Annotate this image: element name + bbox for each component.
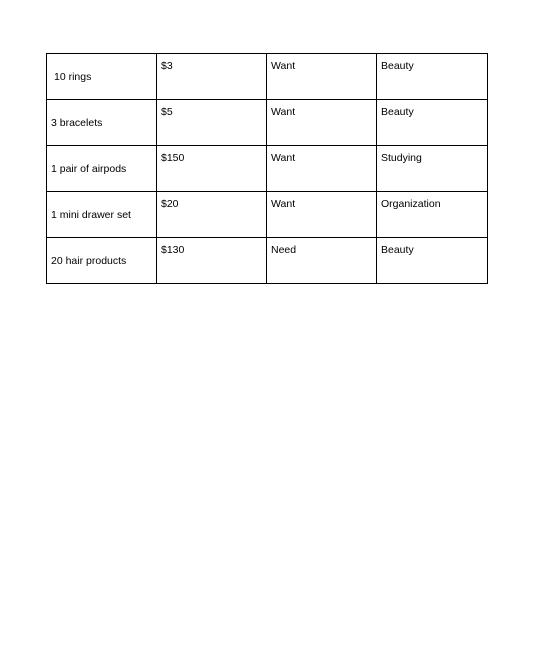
type-cell bbox=[267, 238, 377, 284]
category-cell bbox=[377, 146, 488, 192]
item-name: 10 rings bbox=[54, 71, 92, 83]
item-cost: $150 bbox=[161, 152, 185, 164]
cost-cell bbox=[157, 146, 267, 192]
item-category: Beauty bbox=[381, 244, 414, 256]
item-cell bbox=[47, 192, 157, 238]
table-row bbox=[47, 100, 488, 146]
item-category: Studying bbox=[381, 152, 422, 164]
cost-cell bbox=[157, 192, 267, 238]
type-cell bbox=[267, 100, 377, 146]
item-cell bbox=[47, 54, 157, 100]
table-row bbox=[47, 146, 488, 192]
item-cell bbox=[47, 100, 157, 146]
item-type: Need bbox=[271, 244, 297, 256]
item-name: 3 bracelets bbox=[51, 117, 103, 129]
category-cell bbox=[377, 54, 488, 100]
purchases-table bbox=[46, 53, 488, 284]
table-row bbox=[47, 192, 488, 238]
item-name: 1 mini drawer set bbox=[51, 209, 131, 221]
item-cell bbox=[47, 238, 157, 284]
item-type: Want bbox=[271, 198, 296, 210]
item-category: Beauty bbox=[381, 60, 414, 72]
cost-cell bbox=[157, 238, 267, 284]
item-cost: $3 bbox=[161, 60, 173, 72]
item-category: Organization bbox=[381, 198, 441, 210]
category-cell bbox=[377, 238, 488, 284]
item-cost: $5 bbox=[161, 106, 173, 118]
item-type: Want bbox=[271, 106, 296, 118]
item-name: 1 pair of airpods bbox=[51, 163, 127, 175]
item-type: Want bbox=[271, 152, 296, 164]
item-name: 20 hair products bbox=[51, 255, 127, 267]
item-cost: $130 bbox=[161, 244, 185, 256]
item-type: Want bbox=[271, 60, 296, 72]
cost-cell bbox=[157, 54, 267, 100]
item-cell bbox=[47, 146, 157, 192]
item-cost: $20 bbox=[161, 198, 179, 210]
cost-cell bbox=[157, 100, 267, 146]
item-category: Beauty bbox=[381, 106, 414, 118]
type-cell bbox=[267, 146, 377, 192]
table-row bbox=[47, 238, 488, 284]
type-cell bbox=[267, 54, 377, 100]
category-cell bbox=[377, 100, 488, 146]
type-cell bbox=[267, 192, 377, 238]
table-row bbox=[47, 54, 488, 100]
category-cell bbox=[377, 192, 488, 238]
